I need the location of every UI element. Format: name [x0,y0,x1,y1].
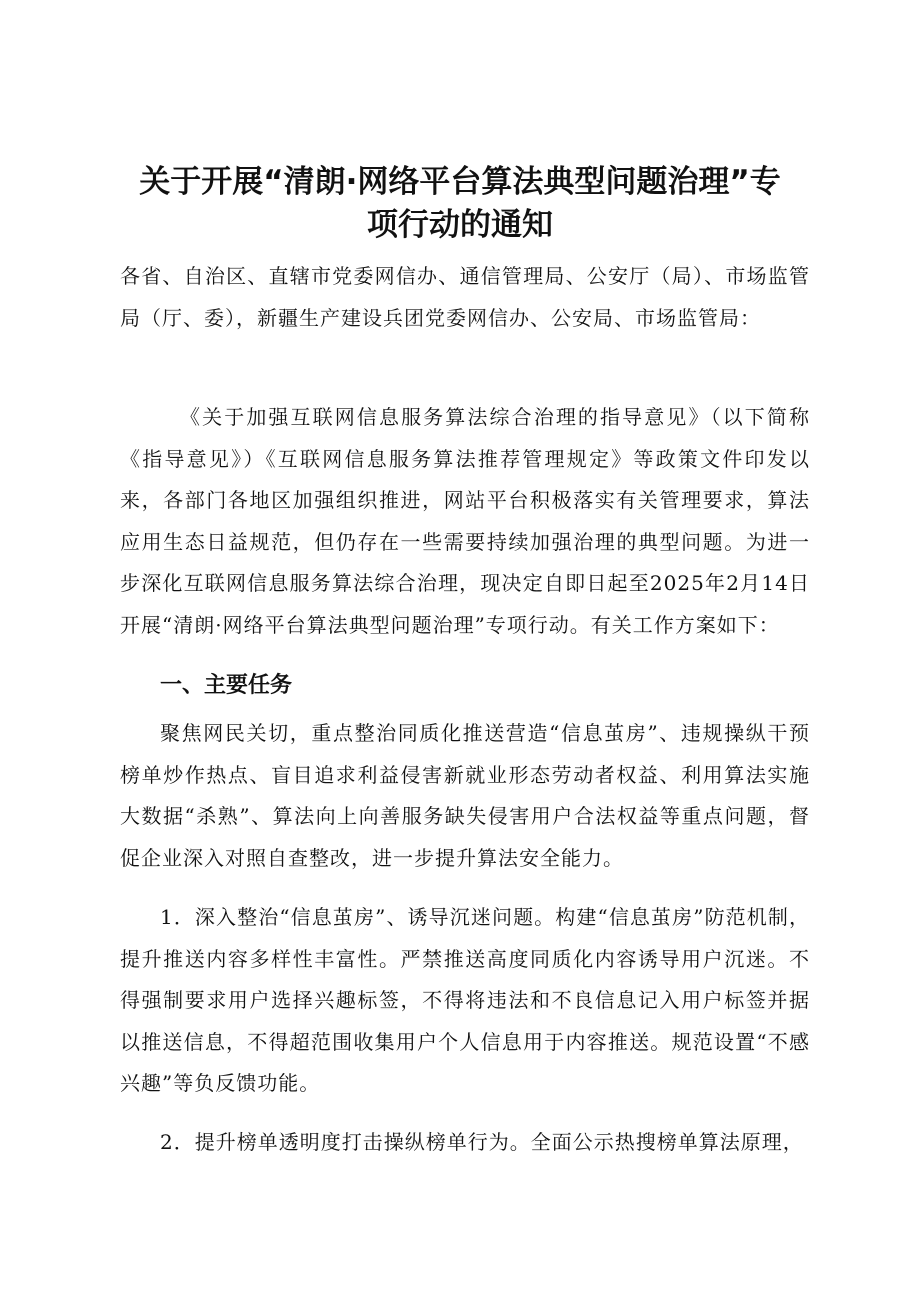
section-heading-main-tasks: 一、主要任务 [160,673,293,698]
task-item-1-paragraph: 1．深入整治“信息茧房”、诱导沉迷问题。构建“信息茧房”防范机制，提升推送内容多样性丰富性。严禁推送高度同质化内容诱导用户沉迷。不得强制要求用户选择兴趣标签，不得将违法和不良信息记入用户标签并据以推送信息，不得超范围收集用户个人信息用于内容推送。规范设置“不感兴趣”等负反馈功能。 [120,905,810,1095]
addressee-paragraph: 各省、自治区、直辖市党委网信办、通信管理局、公安厅（局）、市场监管局（厅、委），新疆生产建设兵团党委网信办、公安局、市场监管局： [120,264,810,330]
main-tasks-paragraph: 聚焦网民关切，重点整治同质化推送营造“信息茧房”、违规操纵干预榜单炒作热点、盲目追求利益侵害新就业形态劳动者权益、利用算法实施大数据“杀熟”、算法向上向善服务缺失侵害用户合法权益等重点问题，督促企业深入对照自查整改，进一步提升算法安全能力。 [120,721,810,870]
task-item-2-paragraph: 2．提升榜单透明度打击操纵榜单行为。全面公示热搜榜单算法原理， [160,1130,804,1154]
intro-paragraph: 《关于加强互联网信息服务算法综合治理的指导意见》（以下简称《指导意见》）《互联网信息服务算法推荐管理规定》等政策文件印发以来，各部门各地区加强组织推进，网站平台积极落实有关管理要求，算法应用生态日益规范，但仍存在一些需要持续加强治理的典型问题。为进一步深化互联网信息服务算法综合治理，现决定自即日起至2025年2月14日开展“清朗·网络平台算法典型问题治理”专项行动。有关工作方案如下： [120,405,810,637]
document-title-line-1: 关于开展“清朗·网络平台算法典型问题治理”专 [139,164,781,200]
document-title-line-2: 项行动的通知 [367,207,553,243]
